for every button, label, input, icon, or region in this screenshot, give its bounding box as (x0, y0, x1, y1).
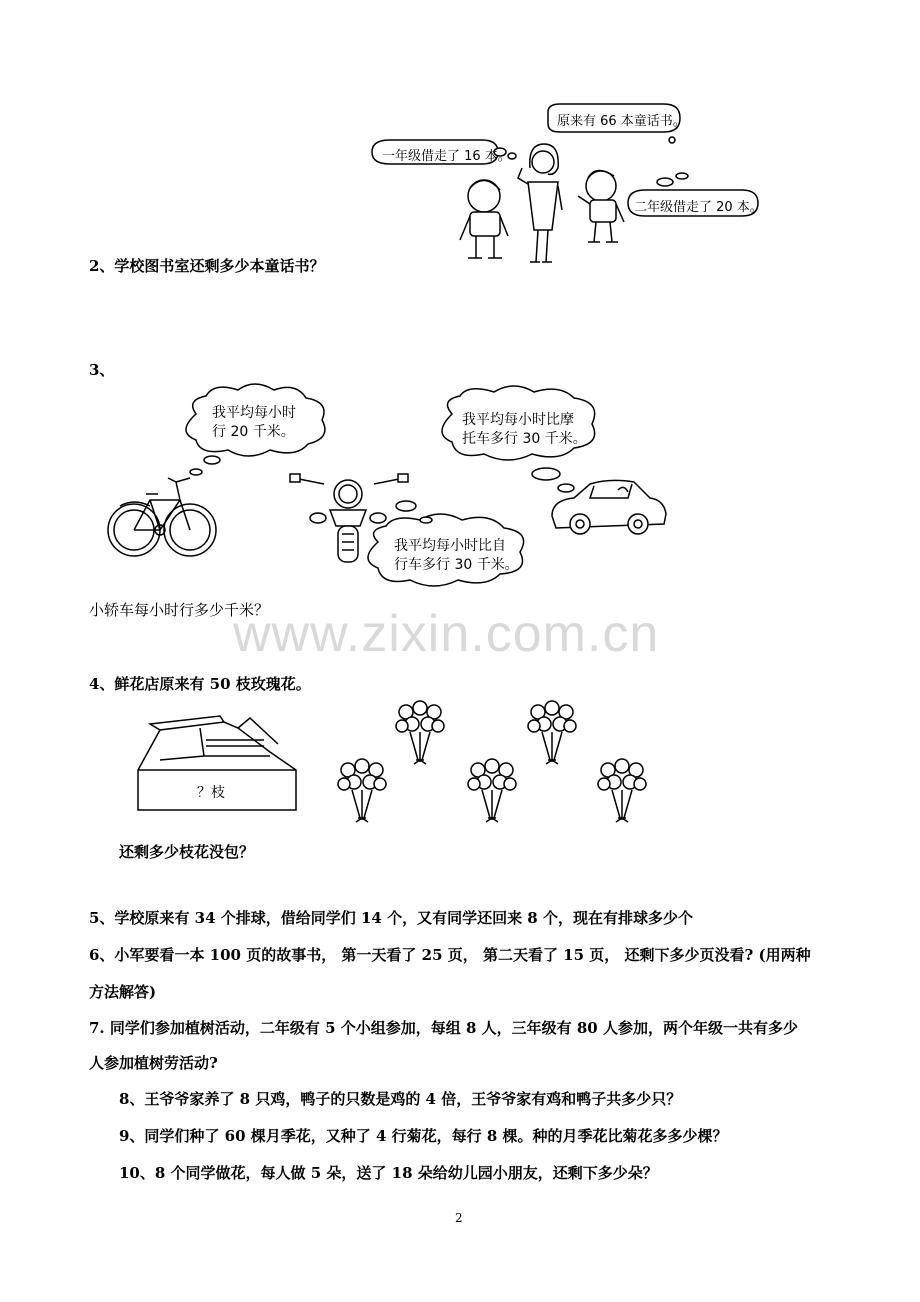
q7-text-line2: 人参加植树劳活动? (89, 1054, 218, 1072)
boy2-bubble-text: 二年级借走了 20 本。 (634, 200, 763, 215)
q6-text-line1: 6、小军要看一本 100 页的故事书， 第一天看了 25 页， 第二天看了 15 页， 还剩下多少页没看? (用两种 (89, 946, 811, 964)
bike-bubble-line2: 行 20 千米。 (212, 424, 295, 440)
q6-text-line2: 方法解答) (89, 983, 157, 1001)
car-bubble-line2: 托车多行 30 千米。 (462, 431, 587, 447)
q4-question: 还剩多少枝花没包？ (119, 843, 255, 861)
q10-text: 10、8 个同学做花，每人做 5 朵，送了 18 朵给幼儿园小朋友，还剩下多少朵？ (119, 1164, 658, 1182)
teacher-bubble-text: 原来有 66 本童话书。 (557, 114, 686, 129)
q7-text-line1: 7. 同学们参加植树活动，二年级有 5 个小组参加，每组 8 人，三年级有 80 人参加，两个年级一共有多少 (89, 1019, 798, 1037)
bouquet-icon (338, 759, 386, 822)
boy1-bubble-text: 一年级借走了 16 本。 (382, 149, 511, 164)
watermark-text: www.zixin.com.cn (233, 605, 660, 663)
q9-text: 9、同学们种了 60 棵月季花，又种了 4 行菊花，每行 8 棵。种的月季花比菊花多多少棵？ (119, 1127, 728, 1145)
q3-question: 小轿车每小时行多少千米？ (89, 601, 270, 619)
moto-bubble-line1: 我平均每小时比自 (394, 538, 506, 554)
bouquet-icon (598, 759, 646, 822)
box-label: ？枝 (197, 785, 225, 801)
q3-label: 3、 (89, 361, 115, 379)
moto-bubble-line2: 行车多行 30 千米。 (394, 557, 519, 573)
bouquet-icon (468, 759, 516, 822)
q8-text: 8、王爷爷家养了 8 只鸡，鸭子的只数是鸡的 4 倍，王爷爷家有鸡和鸭子共多少只？ (119, 1090, 682, 1108)
page-number: 2 (455, 1211, 463, 1225)
q5-text: 5、学校原来有 34 个排球，借给同学们 14 个，又有同学还回来 8 个，现在有排球多少个 (89, 909, 693, 927)
q2-question: 2、学校图书室还剩多少本童话书？ (89, 257, 325, 275)
q4-title: 4、鲜花店原来有 50 枝玫瑰花。 (89, 675, 311, 693)
bike-bubble-line1: 我平均每小时 (212, 405, 296, 421)
car-bubble-line1: 我平均每小时比摩 (462, 412, 574, 428)
bouquet-icon (396, 701, 444, 764)
bouquet-icon (528, 701, 576, 764)
